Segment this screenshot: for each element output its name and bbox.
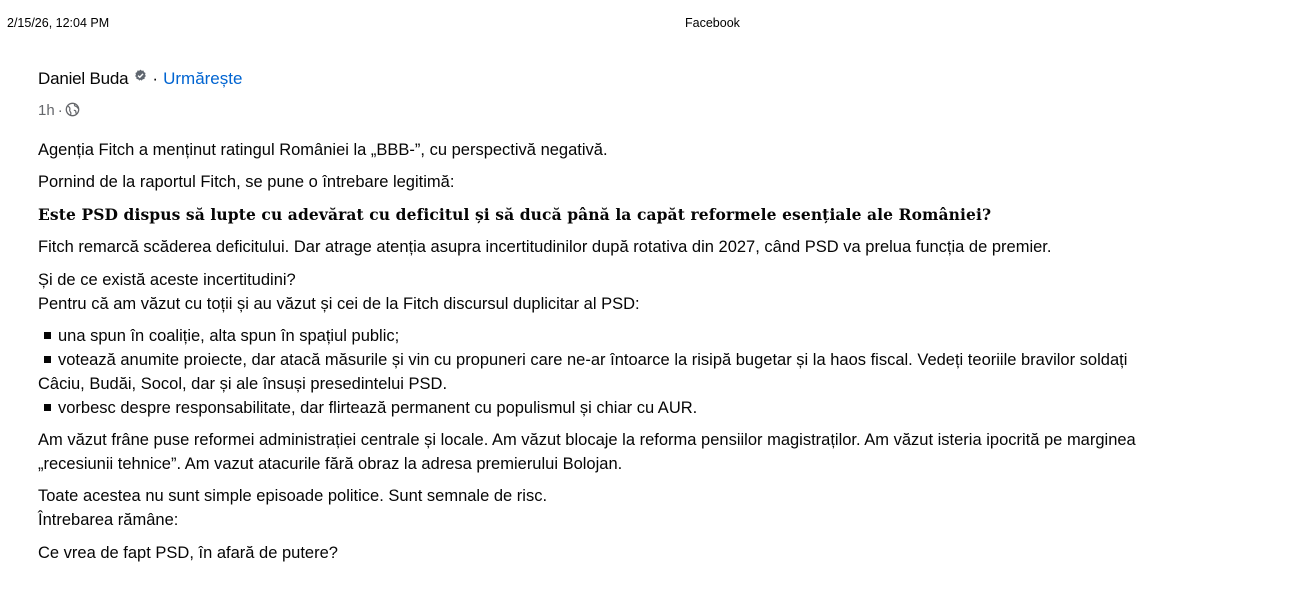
bullet-continuation: Câciu, Budăi, Socol, dar și ale însuși presedintelui PSD.: [38, 375, 448, 393]
bullet-item: [38, 348, 1268, 372]
post-paragraph: Toate acestea nu sunt simple episoade politice. Sunt semnale de risc.: [38, 487, 548, 505]
print-date: 2/15/26, 12:04 PM: [7, 16, 110, 30]
print-header: [7, 16, 1293, 32]
verified-badge-icon: [134, 67, 147, 80]
author-name-link[interactable]: Daniel Buda: [38, 69, 129, 88]
post-paragraph: Pentru că am văzut cu toții și au văzut și cei de la Fitch discursul duplicitar al PSD:: [38, 295, 640, 313]
bullet-text: una spun în coaliție, alta spun în spațiul public;: [58, 327, 400, 345]
post-author-line: [38, 66, 1268, 92]
post-body: [38, 138, 1268, 565]
bullet-text: votează anumite proiecte, dar atacă măsurile și vin cu propuneri care ne-ar întoarce la risipă bugetar și la haos fiscal. Vedeți teoriile bravilor soldați: [58, 351, 1128, 369]
post-paragraph: Agenția Fitch a menținut ratingul României la „BBB-”, cu perspectivă negativă.: [38, 141, 608, 159]
bullet-text: vorbesc despre responsabilitate, dar flirtează permanent cu populismul și chiar cu AUR.: [58, 399, 698, 417]
post-paragraph: Fitch remarcă scăderea deficitului. Dar atrage atenția asupra incertitudinilor după rotativa din 2027, când PSD va prelua funcția de premier.: [38, 238, 1052, 256]
post-meta-line: [38, 100, 1268, 120]
post-paragraph: Pornind de la raportul Fitch, se pune o întrebare legitimă:: [38, 173, 455, 191]
meta-separator-dot: ·: [57, 101, 63, 119]
follow-button[interactable]: Urmărește: [163, 69, 243, 88]
post-timestamp-link[interactable]: 1h: [38, 101, 55, 119]
facebook-post: [38, 66, 1268, 565]
bullet-square-icon: [44, 404, 51, 411]
bullet-square-icon: [44, 356, 51, 363]
print-site-title: Facebook: [685, 16, 740, 30]
separator-dot: ·: [152, 69, 159, 88]
post-paragraph: „recesiunii tehnice”. Am vazut atacurile fără obraz la adresa premierului Bolojan.: [38, 455, 623, 473]
post-paragraph: Și de ce există aceste incertitudini?: [38, 271, 296, 289]
post-paragraph: Întrebarea rămâne:: [38, 511, 179, 529]
globe-icon[interactable]: [65, 99, 80, 121]
bullet-square-icon: [44, 332, 51, 339]
post-paragraph: Ce vrea de fapt PSD, în afară de putere?: [38, 544, 338, 562]
bullet-item: [38, 324, 1268, 348]
post-paragraph: Am văzut frâne puse reformei administrației centrale și locale. Am văzut blocaje la reforma pensiilor magistraților. Am văzut isteria ipocrită pe marginea: [38, 431, 1136, 449]
post-bold-question: Este PSD dispus să lupte cu adevărat cu deficitul și să ducă până la capăt reformele esențiale ale României?: [38, 205, 992, 224]
bullet-item: [38, 396, 1268, 420]
